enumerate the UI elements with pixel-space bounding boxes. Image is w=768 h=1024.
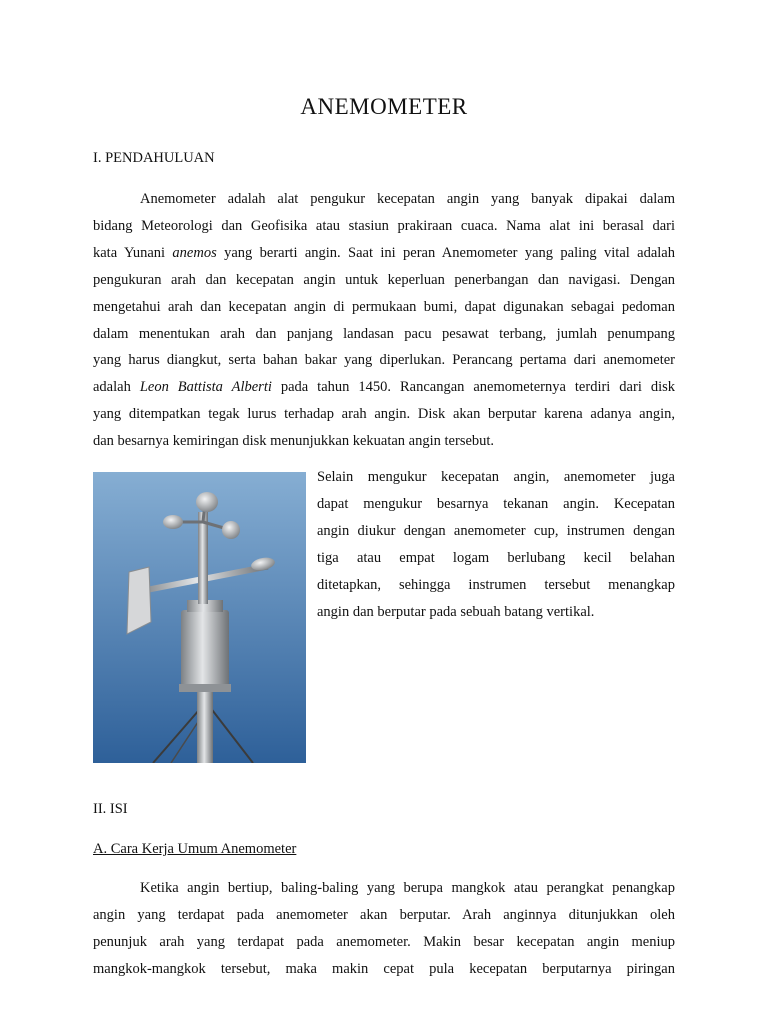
italic-name-alberti: Leon Battista Alberti [139, 379, 272, 396]
paragraph-line: penunjuk arah yang terdapat pada anemometer. Makin besar kecepatan angin meniup [93, 933, 675, 950]
paragraph-line: pengukuran arah dan kecepatan angin untuk keperluan penerbangan dan navigasi. Dengan [93, 271, 675, 288]
paragraph-line: Ketika angin bertiup, baling-baling yang berupa mangkok atau perangkat penangkap [140, 880, 675, 896]
paragraph-line: dan besarnya kemiringan disk menunjukkan kekuatan angin tersebut. [93, 433, 495, 450]
paragraph-line: tiga atau empat logam berlubang kecil belahan [317, 549, 675, 566]
text-run: yang berarti angin. Saat ini peran Anemometer yang paling vital adalah [216, 244, 675, 261]
paragraph-line: mangkok-mangkok tersebut, maka makin cepat pula kecepatan berputarnya piringan [93, 960, 675, 977]
paragraph-line: ditetapkan, sehingga instrumen tersebut menangkap [317, 576, 675, 593]
paragraph-line: yang ditempatkan tegak lurus terhadap arah angin. Disk akan berputar karena adanya angin, [93, 406, 675, 423]
paragraph-line: dapat mengukur besarnya tekanan angin. Kecepatan [317, 495, 675, 512]
intro-paragraph [93, 186, 675, 455]
text-run: pada tahun 1450. Rancangan anemometernya terdiri dari disk [271, 379, 675, 396]
text-run: adalah [93, 379, 140, 396]
italic-term-anemos: anemos [172, 244, 217, 261]
paragraph-line: angin diukur dengan anemometer cup, instrumen dengan [317, 522, 675, 539]
paragraph-line: Selain mengukur kecepatan angin, anemometer juga [317, 469, 675, 485]
paragraph-line: yang harus diangkut, serta bahan bakar yang diperlukan. Perancang pertama dari anemometer [93, 352, 675, 369]
paragraph-line: mengetahui arah dan kecepatan angin di permukaan bumi, dapat digunakan sebagai pedoman [93, 298, 675, 315]
paragraph-line [93, 240, 675, 267]
paragraph-line: bidang Meteorologi dan Geofisika atau stasiun prakiraan cuaca. Nama alat ini berasal dari [93, 217, 675, 234]
paragraph-line: Anemometer adalah alat pengukur kecepatan angin yang banyak dipakai dalam [140, 191, 675, 207]
anemometer-photo [93, 472, 306, 763]
section-heading-isi: II. ISI [93, 801, 128, 817]
paragraph-line [93, 374, 675, 401]
paragraph-line: angin dan berputar pada sebuah batang vertikal. [317, 603, 595, 620]
body-paragraph [93, 875, 675, 983]
text-run: kata Yunani [93, 244, 173, 261]
section-heading-pendahuluan: I. PENDAHULUAN [93, 150, 215, 166]
subsection-heading: A. Cara Kerja Umum Anemometer [93, 841, 297, 857]
side-paragraph [317, 464, 675, 625]
document-title: ANEMOMETER [300, 94, 468, 119]
paragraph-line: angin yang terdapat pada anemometer akan berputar. Arah anginnya ditunjukkan oleh [93, 906, 675, 923]
paragraph-line: dalam menentukan arah dan panjang landasan pacu pesawat terbang, jumlah penumpang [93, 325, 675, 342]
